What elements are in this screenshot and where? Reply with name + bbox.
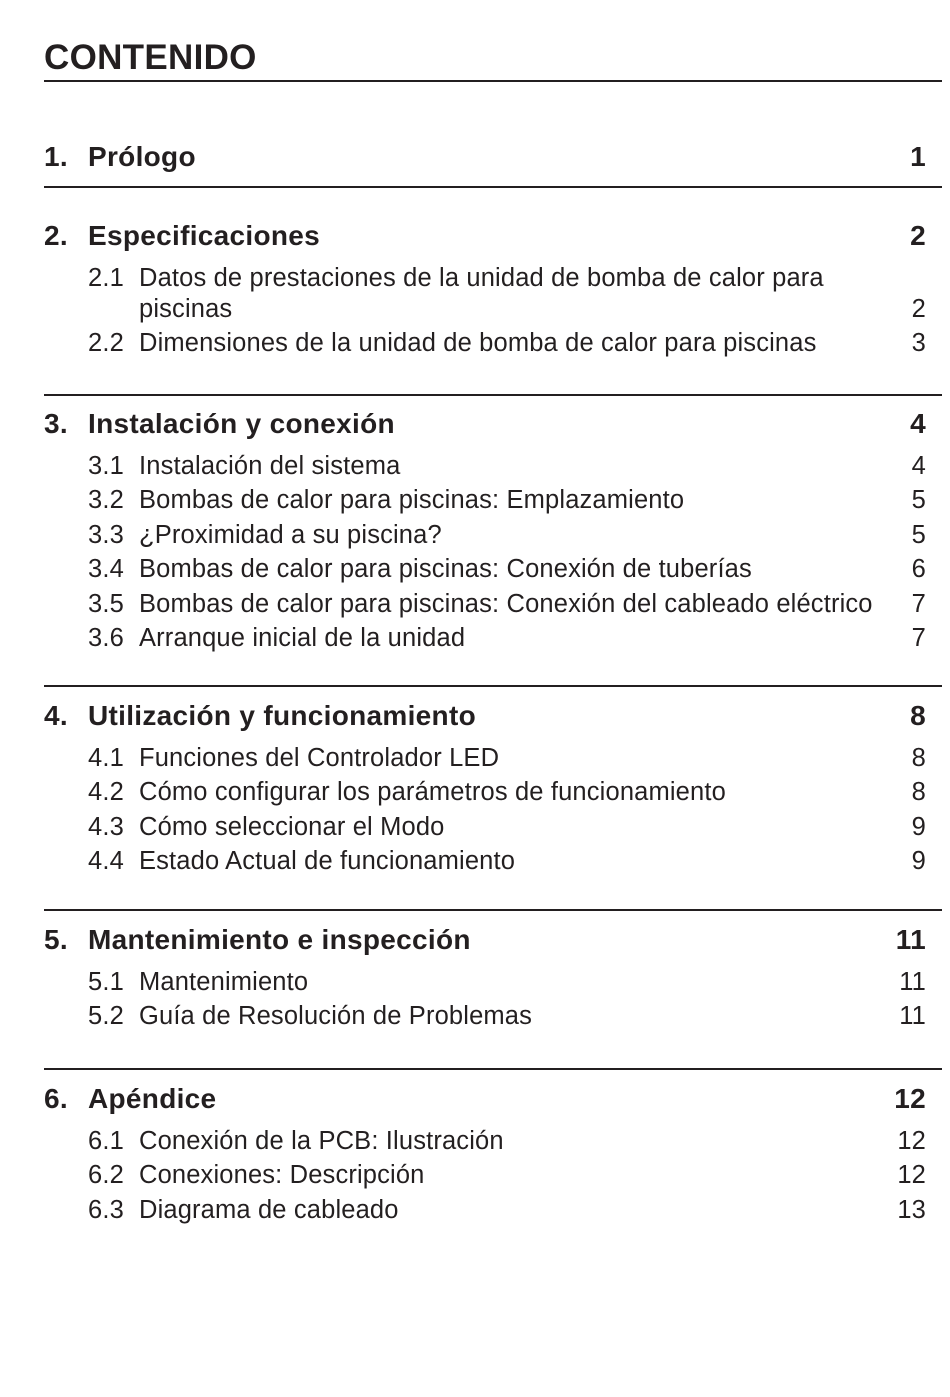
toc-section-heading[interactable] [44, 1082, 942, 1116]
entry-label: Conexión de la PCB: Ilustración [139, 1126, 504, 1155]
toc-entry[interactable] [88, 328, 942, 359]
entry-page-number: 9 [911, 812, 926, 841]
toc-section-heading[interactable] [44, 140, 942, 174]
page-title: CONTENIDO [44, 38, 257, 77]
toc-section-heading[interactable] [44, 923, 942, 957]
section-number: 4. [44, 699, 68, 731]
section-number: 5. [44, 923, 68, 955]
section-page-number: 11 [895, 923, 926, 955]
toc-entry[interactable] [88, 263, 942, 324]
section-page-number: 2 [910, 220, 926, 251]
entry-label: Diagrama de cableado [139, 1195, 399, 1224]
entry-number: 4.4 [88, 847, 124, 875]
toc-entry[interactable] [88, 967, 942, 998]
toc-section-4 [44, 699, 942, 877]
toc-entry[interactable] [88, 1195, 942, 1226]
entry-label: Guía de Resolución de Problemas [139, 1002, 533, 1030]
entry-page-number: 12 [897, 1161, 926, 1189]
entry-page-number: 2 [911, 294, 926, 323]
entry-label: Instalación del sistema [139, 451, 401, 480]
entry-number: 3.1 [88, 451, 124, 480]
entry-page-number: 12 [897, 1126, 926, 1155]
entry-number: 3.2 [88, 486, 124, 514]
entry-number: 6.3 [88, 1195, 124, 1224]
entry-page-number: 8 [911, 778, 926, 806]
toc-entry[interactable] [88, 520, 942, 551]
entry-number: 4.1 [88, 743, 124, 772]
entry-number: 6.1 [88, 1126, 124, 1155]
toc-section-heading[interactable] [44, 699, 942, 733]
entry-number: 2.1 [88, 264, 124, 292]
entry-page-number: 7 [911, 624, 926, 652]
entry-page-number: 8 [911, 743, 926, 772]
section-number: 3. [44, 407, 68, 439]
toc-entry[interactable] [88, 554, 942, 585]
section-divider [44, 909, 942, 911]
entry-number: 3.3 [88, 520, 124, 549]
toc-section-heading[interactable] [44, 219, 942, 253]
entry-label: Cómo configurar los parámetros de funcionamiento [139, 778, 726, 806]
table-of-contents [44, 36, 942, 1225]
entry-page-number: 9 [911, 847, 926, 875]
toc-entry[interactable] [88, 1001, 942, 1032]
section-label: Instalación y conexión [88, 407, 395, 439]
entry-label: Bombas de calor para piscinas: Emplazamiento [139, 486, 685, 514]
entry-label: Funciones del Controlador LED [139, 743, 500, 772]
entry-page-number: 5 [911, 486, 926, 514]
entry-label: ¿Proximidad a su piscina? [139, 520, 442, 549]
section-number: 6. [44, 1082, 68, 1114]
entry-page-number: 7 [911, 589, 926, 618]
toc-entry[interactable] [88, 777, 942, 808]
section-page-number: 4 [910, 407, 926, 439]
entry-number: 4.2 [88, 778, 124, 806]
entry-number: 3.6 [88, 624, 124, 652]
entry-label: Dimensiones de la unidad de bomba de calor para piscinas [139, 329, 817, 357]
section-page-number: 1 [910, 141, 926, 172]
entry-page-number: 5 [911, 520, 926, 549]
section-divider [44, 186, 942, 188]
toc-entry[interactable] [88, 1160, 942, 1191]
section-divider [44, 1068, 942, 1070]
entry-number: 2.2 [88, 329, 124, 357]
entry-number: 4.3 [88, 812, 124, 841]
entry-number: 3.4 [88, 555, 124, 583]
section-label: Prólogo [88, 141, 196, 172]
entry-page-number: 13 [897, 1195, 926, 1224]
toc-section-3 [44, 407, 942, 654]
entry-label: Mantenimiento [139, 967, 309, 996]
entry-page-number: 3 [911, 329, 926, 357]
section-label: Mantenimiento e inspección [88, 923, 471, 955]
section-label: Utilización y funcionamiento [88, 699, 476, 731]
section-page-number: 12 [894, 1082, 926, 1114]
section-number: 1. [44, 141, 68, 172]
entry-number: 5.2 [88, 1002, 124, 1030]
entry-label: Bombas de calor para piscinas: Conexión del cableado eléctrico [139, 589, 873, 618]
toc-section-5 [44, 923, 942, 1032]
entry-number: 5.1 [88, 967, 124, 996]
toc-entry[interactable] [88, 743, 942, 774]
toc-section-1 [44, 140, 942, 174]
section-number: 2. [44, 220, 68, 251]
entry-page-number: 11 [899, 967, 926, 996]
toc-entry[interactable] [88, 589, 942, 620]
toc-entry[interactable] [88, 623, 942, 654]
entry-page-number: 4 [911, 451, 926, 480]
section-page-number: 8 [910, 699, 926, 731]
entry-label: Arranque inicial de la unidad [139, 624, 466, 652]
toc-entry[interactable] [88, 451, 942, 482]
entry-number: 6.2 [88, 1161, 124, 1189]
section-label: Especificaciones [88, 220, 321, 251]
toc-entry[interactable] [88, 812, 942, 843]
title-divider [44, 80, 942, 82]
entry-page-number: 6 [911, 555, 926, 583]
toc-entry[interactable] [88, 1126, 942, 1157]
toc-section-2 [44, 219, 942, 359]
section-label: Apéndice [88, 1082, 217, 1114]
toc-section-6 [44, 1082, 942, 1226]
entry-label: Bombas de calor para piscinas: Conexión de tuberías [139, 555, 752, 583]
entry-label: Cómo seleccionar el Modo [139, 812, 445, 841]
toc-section-heading[interactable] [44, 407, 942, 441]
section-divider [44, 394, 942, 396]
toc-entry[interactable] [88, 485, 942, 516]
entry-label: Estado Actual de funcionamiento [139, 847, 516, 875]
entry-label: Datos de prestaciones de la unidad de bomba de calor para piscinas [139, 264, 824, 323]
entry-label: Conexiones: Descripción [139, 1161, 425, 1189]
toc-entry[interactable] [88, 846, 942, 877]
entry-page-number: 11 [899, 1002, 926, 1030]
section-divider [44, 685, 942, 687]
entry-number: 3.5 [88, 589, 124, 618]
